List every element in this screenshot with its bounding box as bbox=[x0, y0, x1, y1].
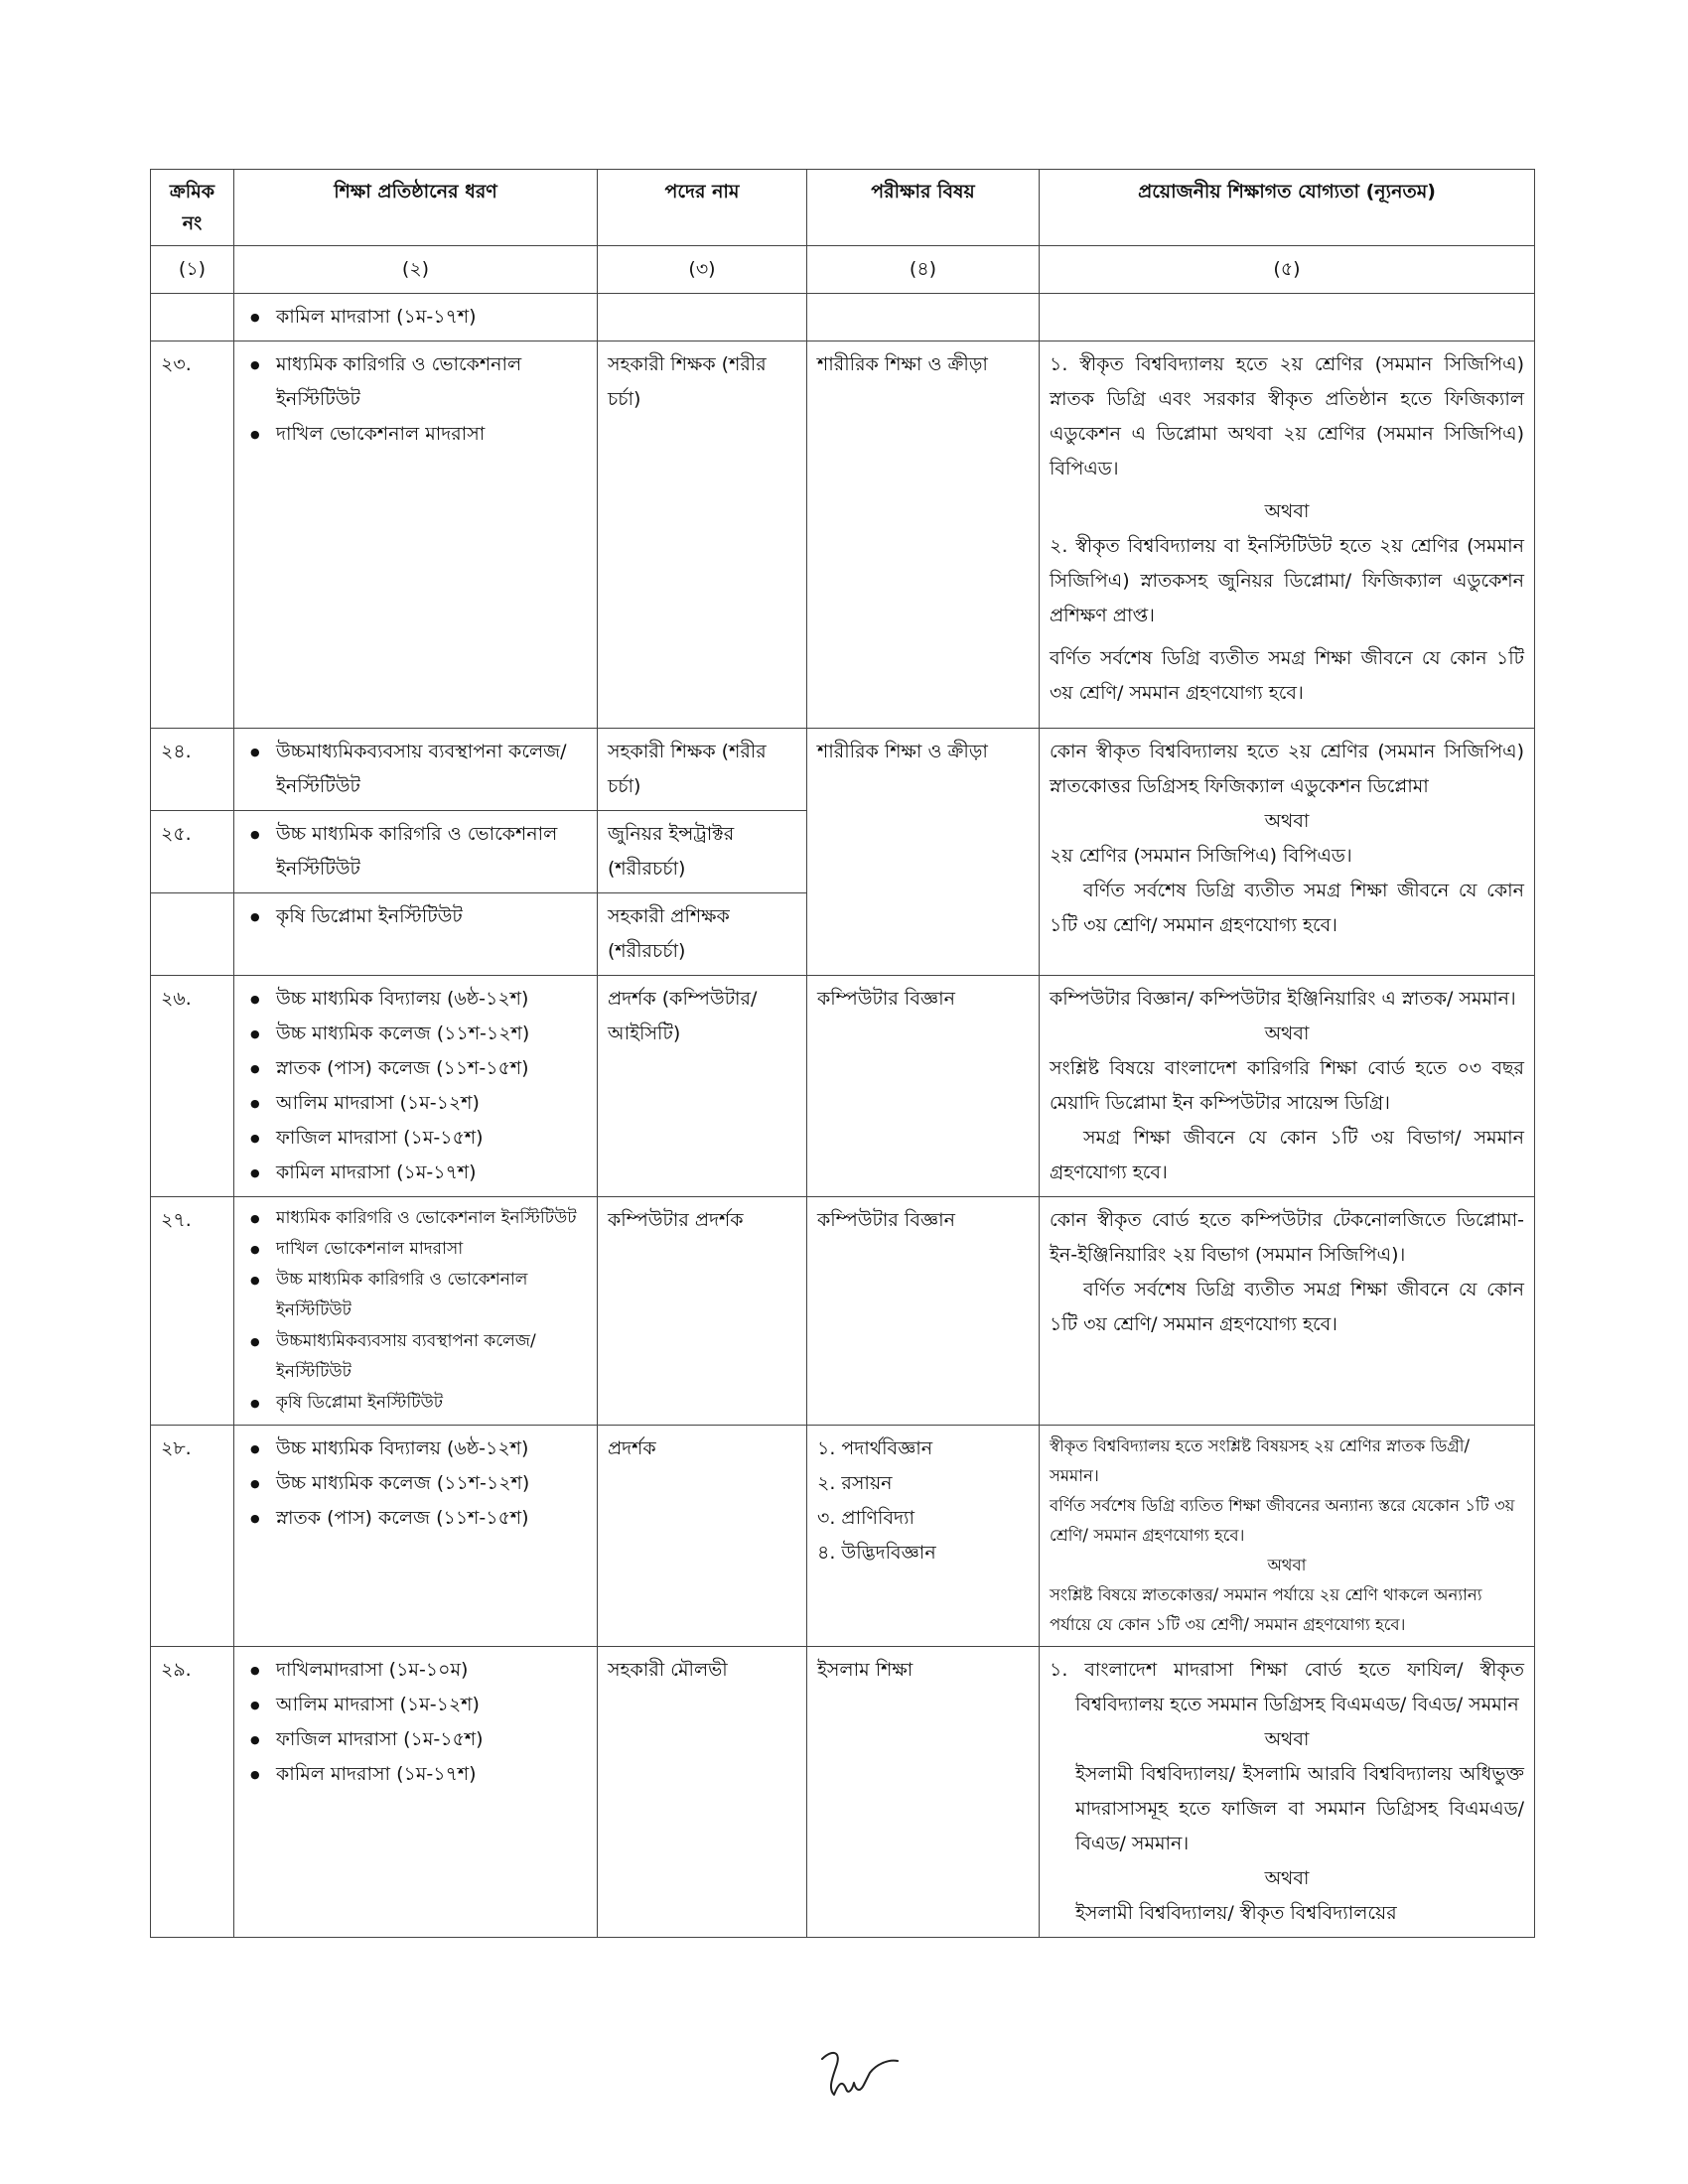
header-serial: ক্রমিক নং bbox=[151, 170, 234, 246]
list-item: ● উচ্চ মাধ্যমিক কলেজ (১১শ-১২শ) bbox=[276, 1017, 587, 1051]
serial-cell: ২৮. bbox=[151, 1426, 234, 1647]
post-cell: জুনিয়র ইন্সট্রাক্টর (শরীরচর্চা) bbox=[598, 811, 807, 893]
institution-cell bbox=[234, 893, 598, 976]
list-item: ● উচ্চমাধ্যমিকব্যবসায় ব্যবস্থাপনা কলেজ/ ইনস্টিটিউট bbox=[276, 735, 587, 804]
list-item: ● উচ্চ মাধ্যমিক বিদ্যালয় (৬ষ্ঠ-১২শ) bbox=[276, 1432, 587, 1466]
qualification-cell bbox=[1040, 976, 1535, 1197]
signature-mark bbox=[812, 2045, 902, 2105]
list-item: ● কামিল মাদরাসা (১ম-১৭শ) bbox=[276, 300, 587, 335]
post-cell: সহকারী মৌলভী bbox=[598, 1647, 807, 1938]
subject-cell: কম্পিউটার বিজ্ঞান bbox=[807, 1197, 1040, 1426]
qualification-text: বর্ণিত সর্বশেষ ডিগ্রি ব্যতীত সমগ্র শিক্ষা জীবনে যে কোন ১টি ৩য় শ্রেণি/ সমমান গ্রহণযোগ্য হবে। bbox=[1050, 880, 1524, 936]
list-item: ● ফাজিল মাদরাসা (১ম-১৫শ) bbox=[276, 1121, 587, 1156]
institution-cell bbox=[234, 729, 598, 811]
qualification-text: সংশ্লিষ্ট বিষয়ে বাংলাদেশ কারিগরি শিক্ষা বোর্ড হতে ০৩ বছর মেয়াদি ডিপ্লোমা ইন কম্পিউটার সায়েন্স ডিগ্রি। bbox=[1050, 1057, 1524, 1114]
qualification-table bbox=[150, 169, 1535, 1938]
post-cell: প্রদর্শক bbox=[598, 1426, 807, 1647]
post-cell: কম্পিউটার প্রদর্শক bbox=[598, 1197, 807, 1426]
list-item: ● কামিল মাদরাসা (১ম-১৭শ) bbox=[276, 1757, 587, 1792]
list-item: ● আলিম মাদরাসা (১ম-১২শ) bbox=[276, 1086, 587, 1121]
qualification-cell bbox=[1040, 341, 1535, 729]
qualification-cell bbox=[1040, 1426, 1535, 1647]
qualification-cell bbox=[1040, 1647, 1535, 1938]
institution-cell bbox=[234, 811, 598, 893]
subject-cell: ইসলাম শিক্ষা bbox=[807, 1647, 1040, 1938]
qualification-text: কোন স্বীকৃত বোর্ড হতে কম্পিউটার টেকনোলজিতে ডিপ্লোমা-ইন-ইঞ্জিনিয়ারিং ২য় বিভাগ (সমমান সিজিপিএ)। bbox=[1050, 1209, 1524, 1266]
list-item: ● মাধ্যমিক কারিগরি ও ভোকেশনাল ইনস্টিটিউট bbox=[276, 347, 587, 417]
table-row-23 bbox=[151, 341, 1535, 729]
qualification-text: ইসলামী বিশ্ববিদ্যালয়/ স্বীকৃত বিশ্ববিদ্যালয়ের bbox=[1075, 1902, 1397, 1924]
qualification-text: কম্পিউটার বিজ্ঞান/ কম্পিউটার ইঞ্জিনিয়ারিং এ স্নাতক/ সমমান। bbox=[1050, 988, 1516, 1010]
subject-item: ৩. প্রাণিবিদ্যা bbox=[817, 1507, 915, 1529]
list-item: ● দাখিল ভোকেশনাল মাদরাসা bbox=[276, 1234, 587, 1265]
header-institution-type: শিক্ষা প্রতিষ্ঠানের ধরণ bbox=[234, 170, 598, 246]
qualification-text: স্বীকৃত বিশ্ববিদ্যালয় হতে সংশ্লিষ্ট বিষয়সহ ২য় শ্রেণির স্নাতক ডিগ্রী/ সমমান। bbox=[1050, 1436, 1471, 1485]
colnum-1: (১) bbox=[151, 246, 234, 294]
list-item: ● কৃষি ডিপ্লোমা ইনস্টিটিউট bbox=[276, 899, 587, 934]
serial-cell: ২৪. bbox=[151, 729, 234, 811]
colnum-2: (২) bbox=[234, 246, 598, 294]
list-item: ● দাখিল ভোকেশনাল মাদরাসা bbox=[276, 417, 587, 452]
list-item: ● উচ্চ মাধ্যমিক কারিগরি ও ভোকেশনাল ইনস্টিটিউট bbox=[276, 1265, 587, 1326]
serial-cell bbox=[151, 893, 234, 976]
list-item: ● উচ্চ মাধ্যমিক কলেজ (১১শ-১২শ) bbox=[276, 1466, 587, 1501]
serial-cell bbox=[151, 294, 234, 341]
subject-cell bbox=[807, 294, 1040, 341]
post-cell: সহকারী শিক্ষক (শরীর চর্চা) bbox=[598, 729, 807, 811]
table-row-27 bbox=[151, 1197, 1535, 1426]
subject-cell: কম্পিউটার বিজ্ঞান bbox=[807, 976, 1040, 1197]
column-number-row bbox=[151, 246, 1535, 294]
institution-cell bbox=[234, 1197, 598, 1426]
qualification-text: ২য় শ্রেণির (সমমান সিজিপিএ) বিপিএড। bbox=[1050, 845, 1352, 867]
serial-cell: ২৯. bbox=[151, 1647, 234, 1938]
qualification-text: ১. বাংলাদেশ মাদরাসা শিক্ষা বোর্ড হতে ফাযিল/ স্বীকৃত বিশ্ববিদ্যালয় হতে সমমান ডিগ্রিসহ বিএমএড/ বিএড/ সমমান bbox=[1050, 1659, 1524, 1715]
or-text: অথবা bbox=[1267, 1556, 1307, 1574]
list-item: ● উচ্চমাধ্যমিকব্যবসায় ব্যবস্থাপনা কলেজ/ ইনস্টিটিউট bbox=[276, 1326, 587, 1388]
colnum-5: (৫) bbox=[1040, 246, 1535, 294]
qualification-text: বর্ণিত সর্বশেষ ডিগ্রি ব্যতিত শিক্ষা জীবনের অন্যান্য স্তরে যেকোন ১টি ৩য় শ্রেণি/ সমমান গ্রহণযোগ্য হবে। bbox=[1050, 1496, 1515, 1545]
serial-cell: ২৩. bbox=[151, 341, 234, 729]
qualification-text: সমগ্র শিক্ষা জীবনে যে কোন ১টি ৩য় বিভাগ/ সমমান গ্রহণযোগ্য হবে। bbox=[1050, 1127, 1524, 1183]
list-item: ● ফাজিল মাদরাসা (১ম-১৫শ) bbox=[276, 1722, 587, 1757]
list-item: ● আলিম মাদরাসা (১ম-১২শ) bbox=[276, 1688, 587, 1722]
institution-cell bbox=[234, 1426, 598, 1647]
colnum-4: (৪) bbox=[807, 246, 1040, 294]
post-cell bbox=[598, 294, 807, 341]
or-text: অথবা bbox=[1264, 1867, 1310, 1889]
qualification-text: সংশ্লিষ্ট বিষয়ে স্নাতকোত্তর/ সমমান পর্যায়ে ২য় শ্রেণি থাকলে অন্যান্য পর্যায়ে যে কোন ১টি ৩য় শ্রেণী/ সমমান গ্রহণযোগ্য হবে। bbox=[1050, 1585, 1482, 1634]
header-post-name: পদের নাম bbox=[598, 170, 807, 246]
list-item: ● উচ্চ মাধ্যমিক বিদ্যালয় (৬ষ্ঠ-১২শ) bbox=[276, 982, 587, 1017]
list-item: ● স্নাতক (পাস) কলেজ (১১শ-১৫শ) bbox=[276, 1501, 587, 1536]
qualification-cell bbox=[1040, 1197, 1535, 1426]
colnum-3: (৩) bbox=[598, 246, 807, 294]
qualification-text: ১. স্বীকৃত বিশ্ববিদ্যালয় হতে ২য় শ্রেণির (সমমান সিজিপিএ) স্নাতক ডিগ্রি এবং সরকার স্বীকৃত প্রতিষ্ঠান হতে ফিজিক্যাল এডুকেশন এ ডিপ্লোমা অথবা ২য় শ্রেণির (সমমান সিজিপিএ) বিপিএড। bbox=[1050, 353, 1524, 479]
or-text: অথবা bbox=[1264, 1023, 1310, 1044]
header-row bbox=[151, 170, 1535, 246]
list-item: ● মাধ্যমিক কারিগরি ও ভোকেশনাল ইনস্টিটিউট bbox=[276, 1203, 587, 1234]
header-exam-subject: পরীক্ষার বিষয় bbox=[807, 170, 1040, 246]
subject-item: ১. পদার্থবিজ্ঞান bbox=[817, 1437, 933, 1459]
serial-cell: ২৭. bbox=[151, 1197, 234, 1426]
serial-cell: ২৫. bbox=[151, 811, 234, 893]
post-cell: সহকারী প্রশিক্ষক (শরীরচর্চা) bbox=[598, 893, 807, 976]
header-qualification: প্রয়োজনীয় শিক্ষাগত যোগ্যতা (ন্যূনতম) bbox=[1040, 170, 1535, 246]
qualification-text: কোন স্বীকৃত বিশ্ববিদ্যালয় হতে ২য় শ্রেণির (সমমান সিজিপিএ) স্নাতকোত্তর ডিগ্রিসহ ফিজিক্যাল এডুকেশন ডিপ্লোমা bbox=[1050, 741, 1524, 797]
qualification-text: বর্ণিত সর্বশেষ ডিগ্রি ব্যতীত সমগ্র শিক্ষা জীবনে যে কোন ১টি ৩য় শ্রেণি/ সমমান গ্রহণযোগ্য হবে। bbox=[1050, 1279, 1524, 1335]
table-row-continued bbox=[151, 294, 1535, 341]
list-item: ● স্নাতক (পাস) কলেজ (১১শ-১৫শ) bbox=[276, 1051, 587, 1086]
subject-cell bbox=[807, 1426, 1040, 1647]
qualification-text: ইসলামী বিশ্ববিদ্যালয়/ ইসলামি আরবি বিশ্ববিদ্যালয় অধিভুক্ত মাদরাসাসমূহ হতে ফাজিল বা সমমান ডিগ্রিসহ বিএমএড/ বিএড/ সমমান। bbox=[1075, 1763, 1524, 1854]
post-cell: সহকারী শিক্ষক (শরীর চর্চা) bbox=[598, 341, 807, 729]
institution-cell bbox=[234, 976, 598, 1197]
list-item: ● উচ্চ মাধ্যমিক কারিগরি ও ভোকেশনাল ইনস্টিটিউট bbox=[276, 817, 587, 887]
list-item: ● কামিল মাদরাসা (১ম-১৭শ) bbox=[276, 1156, 587, 1190]
table-row-26 bbox=[151, 976, 1535, 1197]
subject-item: ৪. উদ্ভিদবিজ্ঞান bbox=[817, 1542, 936, 1564]
serial-cell: ২৬. bbox=[151, 976, 234, 1197]
subject-cell: শারীরিক শিক্ষা ও ক্রীড়া bbox=[807, 729, 1040, 976]
table-row-29 bbox=[151, 1647, 1535, 1938]
qualification-text: ২. স্বীকৃত বিশ্ববিদ্যালয় বা ইনস্টিটিউট হতে ২য় শ্রেণির (সমমান সিজিপিএ) স্নাতকসহ জুনিয়র ডিপ্লোমা/ ফিজিক্যাল এডুকেশন প্রশিক্ষণ প্রাপ্ত। bbox=[1050, 535, 1524, 626]
qualification-cell bbox=[1040, 729, 1535, 976]
or-text: অথবা bbox=[1264, 1728, 1310, 1750]
table-row-28 bbox=[151, 1426, 1535, 1647]
list-item: ● দাখিলমাদরাসা (১ম-১০ম) bbox=[276, 1653, 587, 1688]
institution-cell bbox=[234, 1647, 598, 1938]
qualification-text: বর্ণিত সর্বশেষ ডিগ্রি ব্যতীত সমগ্র শিক্ষা জীবনে যে কোন ১টি ৩য় শ্রেণি/ সমমান গ্রহণযোগ্য হবে। bbox=[1050, 647, 1524, 704]
institution-cell bbox=[234, 294, 598, 341]
list-item: ● কৃষি ডিপ্লোমা ইনস্টিটিউট bbox=[276, 1388, 587, 1419]
table-row-24 bbox=[151, 729, 1535, 811]
institution-cell bbox=[234, 341, 598, 729]
qualification-cell bbox=[1040, 294, 1535, 341]
subject-cell: শারীরিক শিক্ষা ও ক্রীড়া bbox=[807, 341, 1040, 729]
subject-item: ২. রসায়ন bbox=[817, 1472, 893, 1494]
or-text: অথবা bbox=[1264, 810, 1310, 832]
post-cell: প্রদর্শক (কম্পিউটার/ আইসিটি) bbox=[598, 976, 807, 1197]
or-text: অথবা bbox=[1264, 500, 1310, 522]
